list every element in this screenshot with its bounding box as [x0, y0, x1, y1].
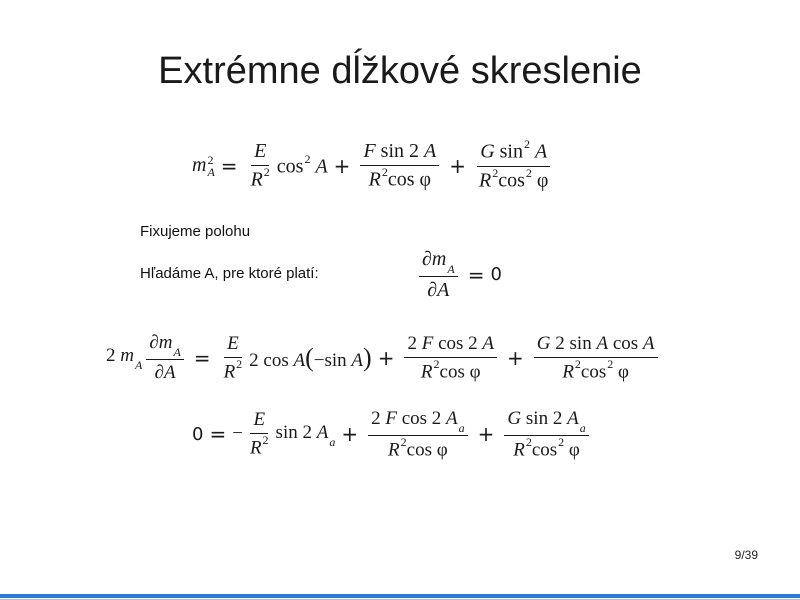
equation-3: 2 $m_A$ $\frac{\partial m_A}{\partial A}$ = $\frac{E}{R^2}$ 2 cos A(−sin A) + $\frac{\text{2 F cos 2 A}}{R^2\cos \varphi}$ + $\frac{\text{G 2 sin A cos A}}{R^2\cos^2 \varphi}$ [106, 332, 662, 383]
page-number: 9/39 [734, 548, 758, 562]
label-find-a: Hľadáme A, pre ktoré platí: [140, 265, 319, 282]
equation-1: m 2 A = $\frac{E}{R^2}$ $\cos^2 A$ + $\frac{\text{F sin 2 A}}{R^2\cos \varphi}$ + $\frac{G \sin^2 A}{R^2\cos^2 \varphi}$ [192, 137, 549, 192]
label-fix-position: Fixujeme polohu [140, 223, 251, 240]
equation-4: 0 = − $\frac{E}{R^2}$ sin 2 $A_a$ + $\frac{2 F \cos 2 A_a}{R^2\cos \varphi}$ + $\frac{G \sin 2 A_a}{R^2\cos^2 \varphi}$ [192, 408, 593, 461]
footer-bar [0, 594, 800, 598]
equation-2: $\frac{\partial m_A}{\partial A}$ = 0 [415, 248, 502, 302]
slide-title: Extrémne dĺžkové skreslenie [158, 50, 642, 92]
